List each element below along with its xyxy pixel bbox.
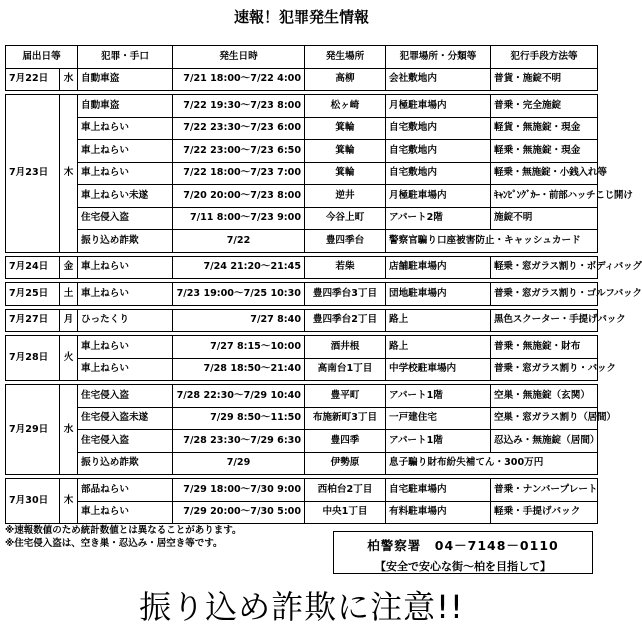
table-row: [6, 95, 598, 118]
method-cell: 忍込み・無施錠（居間）: [491, 430, 598, 453]
location-cell: 箕輪: [305, 140, 386, 163]
location-cell: 豊平町: [305, 385, 386, 408]
occurrence-time-cell: 7/29 18:00～7/30 9:00: [173, 479, 305, 502]
occurrence-time-cell: 7/28 23:30～7/29 6:30: [173, 430, 305, 453]
occurrence-time-cell: 7/29: [173, 452, 305, 475]
table-row: [6, 162, 598, 185]
crime-type-cell: 車上ねらい: [78, 140, 173, 163]
crime-type-cell: 振り込め詐欺: [78, 230, 173, 253]
page-title: 速報！犯罪発生情報: [233, 8, 369, 26]
method-cell: 普乗・ナンバープレート: [491, 479, 598, 502]
report-date-cell: 7月25日: [6, 283, 60, 306]
place-category-cell: 有料駐車場内: [386, 501, 491, 524]
crime-type-cell: 車上ねらい: [78, 358, 173, 381]
location-cell: 高柳: [305, 68, 386, 91]
location-cell: 若柴: [305, 256, 386, 279]
table-row: [6, 185, 598, 208]
method-cell: 普乗・完全施錠: [491, 95, 598, 118]
location-cell: 中央1丁目: [305, 501, 386, 524]
table-row: [6, 283, 598, 306]
occurrence-time-cell: 7/27 8:40: [173, 309, 305, 332]
occurrence-time-cell: 7/28 18:50～21:40: [173, 358, 305, 381]
method-cell: 警察官騙り口座被害防止・キャッシュカード: [386, 230, 598, 253]
method-cell: 黒色スクーター・手提げバック: [491, 309, 598, 332]
method-cell: 息子騙り財布紛失補てん・300万円: [386, 452, 598, 475]
place-category-cell: 会社敷地内: [386, 68, 491, 91]
report-weekday-cell: 水: [60, 68, 78, 91]
method-cell: 普乗・無施錠・財布: [491, 336, 598, 359]
note-burglary: ※住宅侵入盗は、空き巣・忍込み・居空き等です。: [5, 538, 223, 549]
report-date-cell: 7月23日: [6, 95, 60, 253]
place-category-cell: 月極駐車場内: [386, 95, 491, 118]
place-category-cell: 自宅敷地内: [386, 162, 491, 185]
method-cell: 普乗・窓ガラス割り・ゴルフバック: [491, 283, 598, 306]
method-cell: 空巣・無施錠（玄関）: [491, 385, 598, 408]
table-row: [6, 256, 598, 279]
occurrence-time-cell: 7/22 23:00～7/23 6:50: [173, 140, 305, 163]
method-cell: 空巣・窓ガラス割り（居間）: [491, 407, 598, 430]
occurrence-time-cell: 7/22: [173, 230, 305, 253]
method-cell: ｷｬﾝﾋﾟﾝｸﾞｶｰ・前部ハッチこじ開け: [491, 185, 598, 208]
method-cell: 軽乗・窓ガラス割り・ボディバッグ: [491, 256, 598, 279]
crime-type-cell: 住宅侵入盗: [78, 385, 173, 408]
header-method: 犯行手段方法等: [491, 46, 598, 69]
header-crime-type: 犯罪・手口: [78, 46, 173, 69]
method-cell: 軽乗・無施錠・小銭入れ等: [491, 162, 598, 185]
location-cell: 箕輪: [305, 117, 386, 140]
note-statistics: ※速報数値のため統計数値とは異なることがあります。: [5, 525, 242, 536]
place-category-cell: 店舗駐車場内: [386, 256, 491, 279]
table-row: [6, 501, 598, 524]
crime-type-cell: 自動車盗: [78, 95, 173, 118]
crime-type-cell: 住宅侵入盗未遂: [78, 407, 173, 430]
location-cell: 箕輪: [305, 162, 386, 185]
location-cell: 布施新町3丁目: [305, 407, 386, 430]
report-date-cell: 7月22日: [6, 68, 60, 91]
crime-type-cell: 車上ねらい: [78, 501, 173, 524]
method-cell: 普貨・施錠不明: [491, 68, 598, 91]
fraud-warning: 振り込め詐欺に注意!!: [139, 588, 464, 626]
police-contact-box: [333, 531, 593, 574]
occurrence-time-cell: 7/21 18:00～7/22 4:00: [173, 68, 305, 91]
method-cell: 施錠不明: [491, 207, 598, 230]
header-occurrence-time: 発生日時: [173, 46, 305, 69]
crime-type-cell: 車上ねらい: [78, 256, 173, 279]
crime-type-cell: 車上ねらい: [78, 336, 173, 359]
occurrence-time-cell: 7/22 23:30～7/23 6:00: [173, 117, 305, 140]
place-category-cell: アパート2階: [386, 207, 491, 230]
location-cell: 酒井根: [305, 336, 386, 359]
place-category-cell: 路上: [386, 336, 491, 359]
place-category-cell: 中学校駐車場内: [386, 358, 491, 381]
table-row: [6, 68, 598, 91]
occurrence-time-cell: 7/28 22:30～7/29 10:40: [173, 385, 305, 408]
location-cell: 伊勢原: [305, 452, 386, 475]
crime-type-cell: 住宅侵入盗: [78, 430, 173, 453]
crime-type-cell: 車上ねらい: [78, 117, 173, 140]
place-category-cell: 団地駐車場内: [386, 283, 491, 306]
report-weekday-cell: 木: [60, 95, 78, 253]
report-date-cell: 7月29日: [6, 385, 60, 475]
table-row: [6, 336, 598, 359]
occurrence-time-cell: 7/22 18:00～7/23 7:00: [173, 162, 305, 185]
report-date-cell: 7月30日: [6, 479, 60, 524]
header-report-date: 届出日等: [6, 46, 78, 69]
table-row: [6, 358, 598, 381]
table-header-row: [6, 46, 598, 69]
location-cell: 西柏台2丁目: [305, 479, 386, 502]
report-weekday-cell: 金: [60, 256, 78, 279]
method-cell: 軽貨・無施錠・現金: [491, 117, 598, 140]
table-row: [6, 230, 598, 253]
report-weekday-cell: 月: [60, 309, 78, 332]
place-category-cell: 自宅駐車場内: [386, 479, 491, 502]
header-location: 発生場所: [305, 46, 386, 69]
police-station-phone: 柏警察署 04－7148－0110: [367, 538, 559, 553]
crime-type-cell: 自動車盗: [78, 68, 173, 91]
location-cell: 今谷上町: [305, 207, 386, 230]
place-category-cell: アパート1階: [386, 385, 491, 408]
crime-type-cell: 車上ねらい未遂: [78, 185, 173, 208]
crime-type-cell: 振り込め詐欺: [78, 452, 173, 475]
report-weekday-cell: 火: [60, 336, 78, 381]
table-row: [6, 309, 598, 332]
crime-type-cell: 車上ねらい: [78, 283, 173, 306]
location-cell: 豊四季: [305, 430, 386, 453]
location-cell: 豊四季台: [305, 230, 386, 253]
table-row: [6, 407, 598, 430]
occurrence-time-cell: 7/29 8:50～11:50: [173, 407, 305, 430]
method-cell: 軽乗・無施錠・現金: [491, 140, 598, 163]
report-date-cell: 7月27日: [6, 309, 60, 332]
crime-type-cell: ひったくり: [78, 309, 173, 332]
occurrence-time-cell: 7/20 20:00～7/23 8:00: [173, 185, 305, 208]
crime-type-cell: 住宅侵入盗: [78, 207, 173, 230]
table-row: [6, 479, 598, 502]
report-weekday-cell: 木: [60, 479, 78, 524]
location-cell: 豊四季台2丁目: [305, 309, 386, 332]
report-weekday-cell: 水: [60, 385, 78, 475]
crime-table: [5, 45, 642, 524]
location-cell: 逆井: [305, 185, 386, 208]
occurrence-time-cell: 7/24 21:20～21:45: [173, 256, 305, 279]
crime-type-cell: 部品ねらい: [78, 479, 173, 502]
location-cell: 高南台1丁目: [305, 358, 386, 381]
occurrence-time-cell: 7/27 8:15～10:00: [173, 336, 305, 359]
method-cell: 普乗・窓ガラス割り・バック: [491, 358, 598, 381]
location-cell: 豊四季台3丁目: [305, 283, 386, 306]
header-place-category: 犯罪場所・分類等: [386, 46, 491, 69]
table-row: [6, 385, 598, 408]
table-row: [6, 430, 598, 453]
place-category-cell: アパート1階: [386, 430, 491, 453]
table-row: [6, 140, 598, 163]
place-category-cell: 自宅敷地内: [386, 117, 491, 140]
police-slogan: 【安全で安心な街～柏を目指して】: [375, 560, 551, 573]
table-row: [6, 117, 598, 140]
table-row: [6, 207, 598, 230]
place-category-cell: 一戸建住宅: [386, 407, 491, 430]
report-date-cell: 7月24日: [6, 256, 60, 279]
occurrence-time-cell: 7/23 19:00～7/25 10:30: [173, 283, 305, 306]
place-category-cell: 路上: [386, 309, 491, 332]
report-date-cell: 7月28日: [6, 336, 60, 381]
occurrence-time-cell: 7/29 20:00～7/30 5:00: [173, 501, 305, 524]
crime-type-cell: 車上ねらい: [78, 162, 173, 185]
place-category-cell: 自宅敷地内: [386, 140, 491, 163]
location-cell: 松ヶ崎: [305, 95, 386, 118]
method-cell: 軽乗・手提げバック: [491, 501, 598, 524]
table-row: [6, 452, 598, 475]
occurrence-time-cell: 7/22 19:30～7/23 8:00: [173, 95, 305, 118]
occurrence-time-cell: 7/11 8:00～7/23 9:00: [173, 207, 305, 230]
place-category-cell: 月極駐車場内: [386, 185, 491, 208]
report-weekday-cell: 土: [60, 283, 78, 306]
